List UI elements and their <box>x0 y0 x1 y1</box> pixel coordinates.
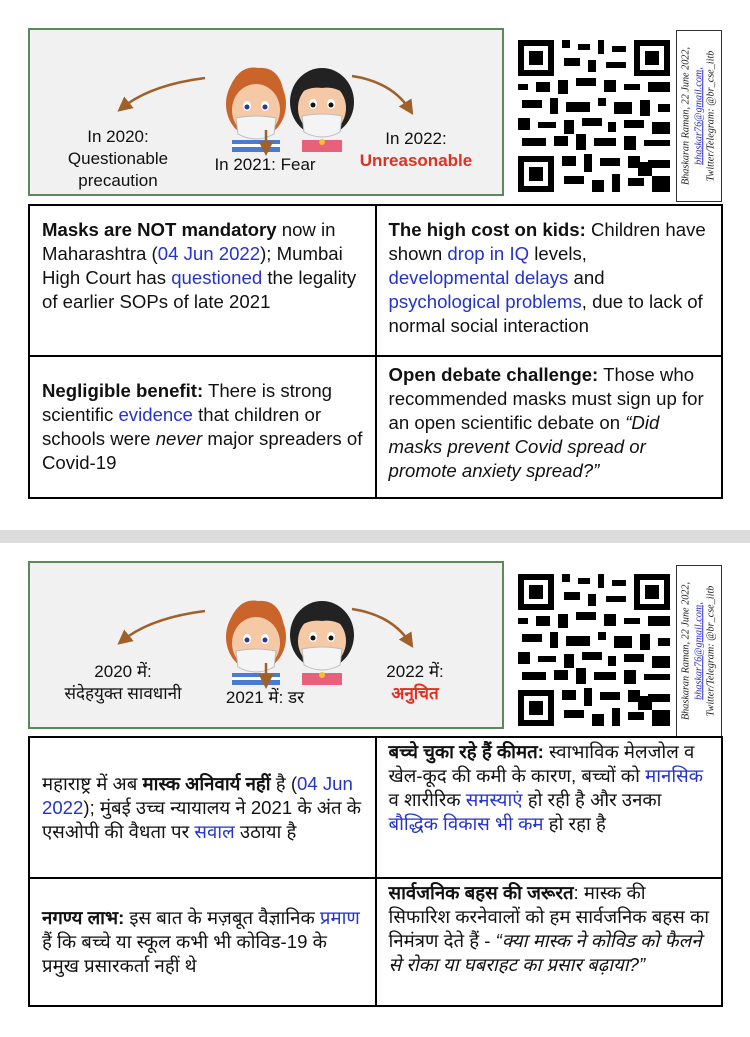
proof-link[interactable]: प्रमाण <box>319 907 360 928</box>
label-2022: In 2022: Unreasonable <box>359 129 473 170</box>
date-link[interactable]: 04 Jun 2022 <box>157 243 261 264</box>
hindi-slide <box>0 543 750 1037</box>
cell-debate-hindi: सार्वजनिक बहस की जरूरत: मास्क की सिफारिश करनेवालों को हम सार्वजनिक बहस का निमंत्रण देते हैं - “क्या मास्क ने कोविड को फैलने से रोका या घबराहट का प्रसार बढ़ाया?” <box>376 878 723 1006</box>
qr-code[interactable] <box>514 36 674 196</box>
label-2021-hindi: 2021 में: डर <box>225 688 305 707</box>
label-2021: In 2021: Fear <box>214 155 316 174</box>
label-2020-hindi: 2020 में: संदेहयुक्त सावधानी <box>64 662 182 703</box>
question-link[interactable]: सवाल <box>194 820 235 842</box>
problems-link[interactable]: समस्याएं <box>465 789 523 810</box>
author-email-link[interactable]: bhaskar76@gmail.com, <box>692 602 704 700</box>
questioned-link[interactable]: questioned <box>171 267 263 288</box>
developmental-delays-link[interactable]: developmental delays <box>388 267 569 288</box>
evidence-link[interactable]: evidence <box>118 404 193 425</box>
author-signature: Bhaskaran Raman, 22 June 2022, bhaskar76@gmail.com, Twitter/Telegram: @br_cse_iitb <box>676 565 722 737</box>
author-signature: Bhaskaran Raman, 22 June 2022, bhaskar76@gmail.com, Twitter/Telegram: @br_cse_iitb <box>676 30 722 202</box>
cell-benefit-hindi: नगण्य लाभ: इस बात के मज़बूत वैज्ञानिक प्रमाण हैं कि बच्चे या स्कूल कभी भी कोविड-19 के प्रमुख प्रसारकर्ता नहीं थे <box>29 878 376 1006</box>
psychological-problems-link[interactable]: psychological problems <box>388 291 582 312</box>
cell-mandatory: Masks are NOT mandatory now in Maharashtra (04 Jun 2022); Mumbai High Court has questioned the legality of earlier SOPs of late 2021 <box>29 205 376 356</box>
cell-cost: The high cost on kids: Children have shown drop in IQ levels, developmental delays and psychological problems, due to lack of normal social interaction <box>376 205 723 356</box>
facts-grid <box>28 204 723 499</box>
date-link[interactable]: 04 Jun 2022 <box>42 772 353 818</box>
timeline-panel <box>28 28 504 196</box>
cell-mandatory-hindi: महाराष्ट्र में अब मास्क अनिवार्य नहीं है (04 Jun 2022); मुंबई उच्च न्यायालय ने 2021 के अंत के एसओपी की वैधता पर सवाल उठाया है <box>29 737 376 878</box>
label-2020: In 2020: Questionable precaution <box>67 127 169 190</box>
intellectual-development-link[interactable]: बौद्धिक विकास भी कम <box>388 813 544 834</box>
label-2022-hindi: 2022 में: अनुचित <box>386 662 444 703</box>
facts-grid-hindi <box>28 736 723 1007</box>
qr-code[interactable] <box>514 570 674 730</box>
cell-debate: Open debate challenge: Those who recommended masks must sign up for an open scientific debate on “Did masks prevent Covid spread or promote anxiety spread?” <box>376 356 723 498</box>
timeline-panel-hindi <box>28 561 504 729</box>
mental-link[interactable]: मानसिक <box>645 765 703 786</box>
cell-cost-hindi: बच्चे चुका रहे हैं कीमत: स्वाभाविक मेलजोल व खेल-कूद की कमी के कारण, बच्चों को मानसिक व शारीरिक समस्याएं हो रही है और उनका बौद्धिक विकास भी कम हो रहा है <box>376 737 723 878</box>
iq-drop-link[interactable]: drop in IQ <box>447 243 530 264</box>
author-email-link[interactable]: bhaskar76@gmail.com, <box>692 67 704 165</box>
cell-benefit: Negligible benefit: There is strong scientific evidence that children or schools were never major spreaders of Covid-19 <box>29 356 376 498</box>
